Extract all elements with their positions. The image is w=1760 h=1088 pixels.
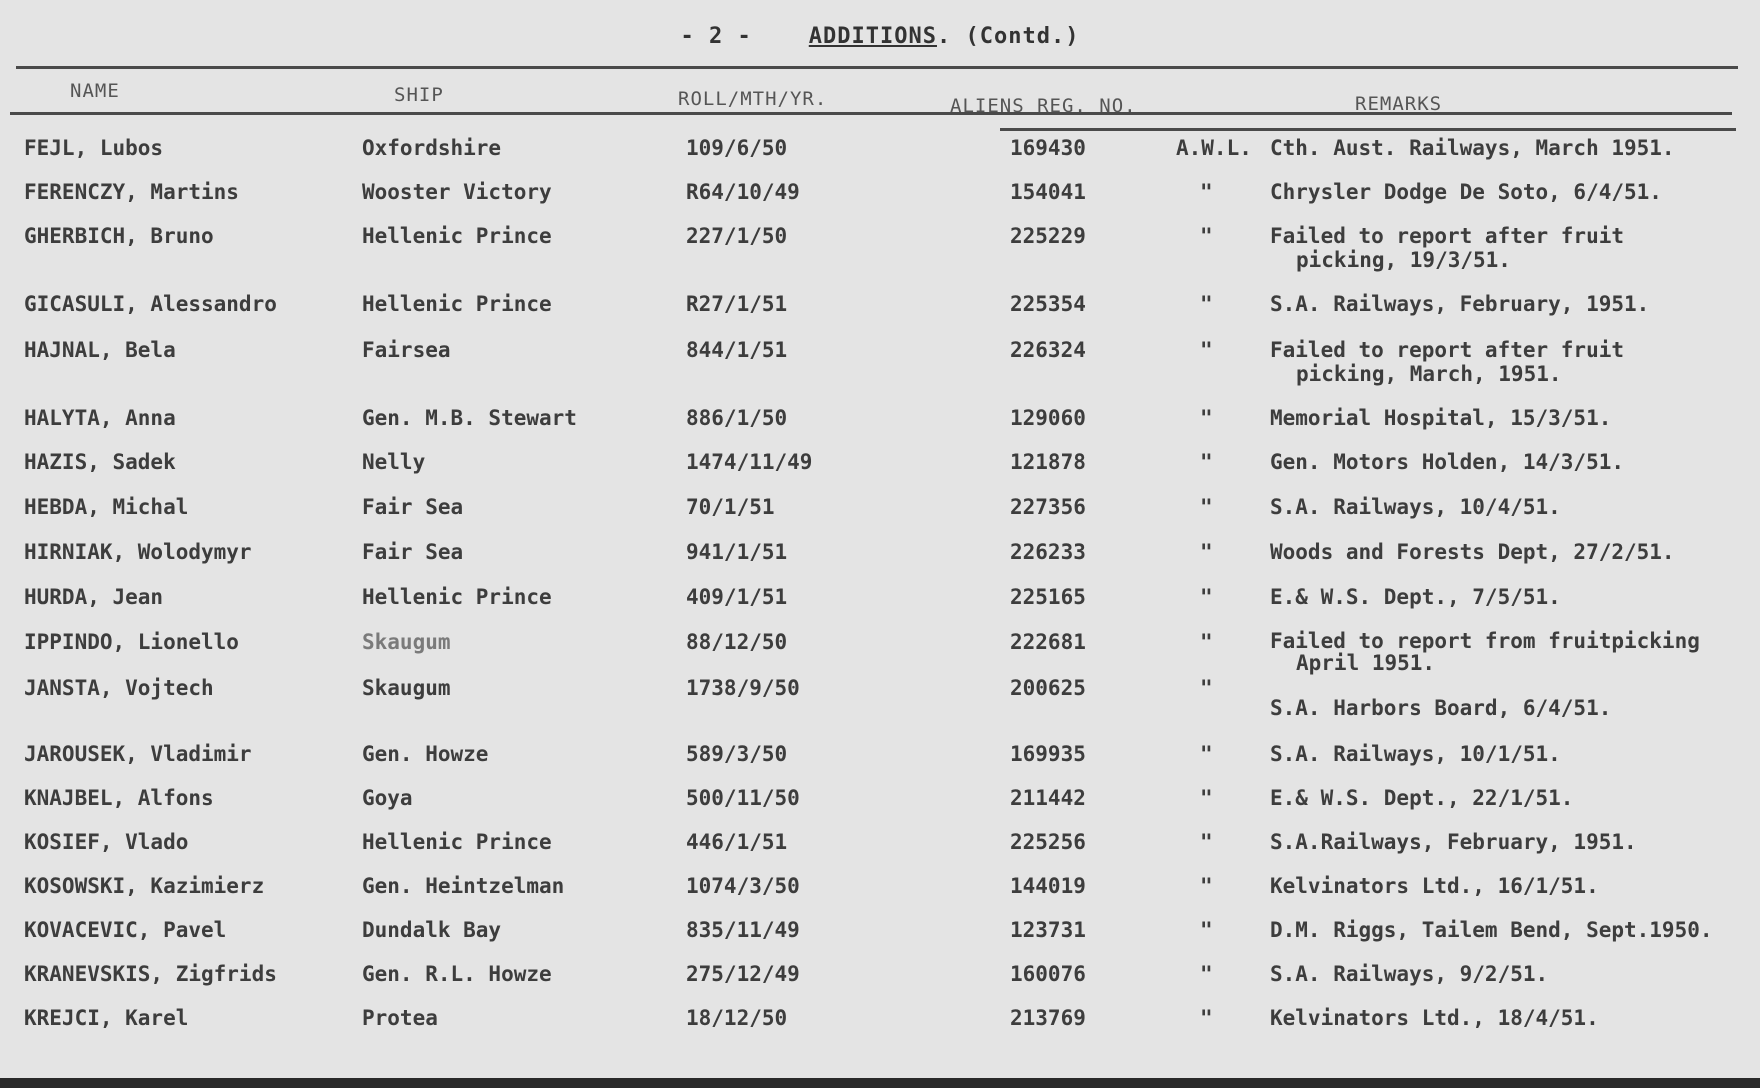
row-remarks: Cth. Aust. Railways, March 1951. bbox=[1270, 136, 1675, 160]
row-roll: 275/12/49 bbox=[686, 962, 800, 986]
row-ditto: " bbox=[1200, 224, 1213, 248]
row-ship: Skaugum bbox=[362, 630, 451, 654]
row-roll: 589/3/50 bbox=[686, 742, 788, 766]
row-name: KOSOWSKI, Kazimierz bbox=[24, 874, 265, 898]
row-roll: 844/1/51 bbox=[686, 338, 788, 362]
row-roll: 88/12/50 bbox=[686, 630, 788, 654]
row-ship: Gen. R.L. Howze bbox=[362, 962, 552, 986]
row-reg-no: 225229 bbox=[1010, 224, 1086, 248]
row-reg-no: 121878 bbox=[1010, 450, 1086, 474]
row-remarks: S.A. Railways, 9/2/51. bbox=[1270, 962, 1549, 986]
column-header-roll: ROLL/MTH/YR. bbox=[678, 88, 828, 110]
row-ship: Hellenic Prince bbox=[362, 224, 552, 248]
row-ship: Wooster Victory bbox=[362, 180, 552, 204]
row-ditto: " bbox=[1200, 830, 1213, 854]
row-name: KOVACEVIC, Pavel bbox=[24, 918, 227, 942]
row-roll: 1074/3/50 bbox=[686, 874, 800, 898]
row-roll: 70/1/51 bbox=[686, 495, 775, 519]
row-reg-no: 200625 bbox=[1010, 676, 1086, 700]
row-remarks: S.A. Railways, 10/1/51. bbox=[1270, 742, 1561, 766]
row-roll: 1738/9/50 bbox=[686, 676, 800, 700]
row-ship: Fair Sea bbox=[362, 540, 464, 564]
row-name: GICASULI, Alessandro bbox=[24, 292, 277, 316]
row-name: JAROUSEK, Vladimir bbox=[24, 742, 252, 766]
row-ditto: " bbox=[1200, 874, 1213, 898]
row-ship: Oxfordshire bbox=[362, 136, 502, 160]
remarks-rule bbox=[1000, 128, 1736, 131]
row-name: GHERBICH, Bruno bbox=[24, 224, 214, 248]
row-roll: 409/1/51 bbox=[686, 585, 788, 609]
row-ship: Skaugum bbox=[362, 676, 451, 700]
row-reg-no: 160076 bbox=[1010, 962, 1086, 986]
row-reg-no: 144019 bbox=[1010, 874, 1086, 898]
row-ditto: " bbox=[1200, 406, 1213, 430]
row-remarks: Kelvinators Ltd., 16/1/51. bbox=[1270, 874, 1599, 898]
row-remarks: S.A. Railways, 10/4/51. bbox=[1270, 495, 1561, 519]
row-remarks: Failed to report after fruit picking, March, 1951. bbox=[1270, 338, 1625, 386]
column-header-ship: SHIP bbox=[394, 84, 444, 106]
row-ditto: " bbox=[1200, 630, 1213, 654]
row-ship: Dundalk Bay bbox=[362, 918, 502, 942]
row-name: KNAJBEL, Alfons bbox=[24, 786, 214, 810]
row-roll: 886/1/50 bbox=[686, 406, 788, 430]
row-name: FEJL, Lubos bbox=[24, 136, 164, 160]
row-name: FERENCZY, Martins bbox=[24, 180, 239, 204]
row-ditto: " bbox=[1200, 180, 1213, 204]
row-reg-no: 225354 bbox=[1010, 292, 1086, 316]
row-reg-no: 226233 bbox=[1010, 540, 1086, 564]
row-ship: Hellenic Prince bbox=[362, 292, 552, 316]
row-remarks: Woods and Forests Dept, 27/2/51. bbox=[1270, 540, 1675, 564]
row-ditto: " bbox=[1200, 676, 1213, 700]
row-ditto: A.W.L. bbox=[1176, 136, 1252, 160]
row-ship: Gen. Howze bbox=[362, 742, 489, 766]
row-name: HIRNIAK, Wolodymyr bbox=[24, 540, 252, 564]
row-roll: 1474/11/49 bbox=[686, 450, 813, 474]
row-reg-no: 169935 bbox=[1010, 742, 1086, 766]
row-remarks: D.M. Riggs, Tailem Bend, Sept.1950. bbox=[1270, 918, 1713, 942]
row-ship: Hellenic Prince bbox=[362, 585, 552, 609]
row-roll: 446/1/51 bbox=[686, 830, 788, 854]
row-remarks: E.& W.S. Dept., 22/1/51. bbox=[1270, 786, 1574, 810]
row-remarks: Memorial Hospital, 15/3/51. bbox=[1270, 406, 1612, 430]
row-name: KREJCI, Karel bbox=[24, 1006, 189, 1030]
row-remarks: E.& W.S. Dept., 7/5/51. bbox=[1270, 585, 1561, 609]
row-name: IPPINDO, Lionello bbox=[24, 630, 239, 654]
row-ditto: " bbox=[1200, 338, 1213, 362]
row-name: HAZIS, Sadek bbox=[24, 450, 176, 474]
section-title: ADDITIONS bbox=[808, 24, 937, 49]
row-ship: Gen. Heintzelman bbox=[362, 874, 565, 898]
row-roll: 500/11/50 bbox=[686, 786, 800, 810]
column-header-aliens-reg: ALIENS REG. NO. bbox=[950, 95, 1137, 117]
row-ship: Goya bbox=[362, 786, 413, 810]
section-contd: . (Contd.) bbox=[936, 24, 1080, 49]
row-remarks: S.A.Railways, February, 1951. bbox=[1270, 830, 1637, 854]
row-ditto: " bbox=[1200, 962, 1213, 986]
row-reg-no: 226324 bbox=[1010, 338, 1086, 362]
column-header-name: NAME bbox=[70, 80, 120, 102]
row-roll: 227/1/50 bbox=[686, 224, 788, 248]
row-name: HAJNAL, Bela bbox=[24, 338, 176, 362]
row-name: KOSIEF, Vlado bbox=[24, 830, 189, 854]
row-ditto: " bbox=[1200, 918, 1213, 942]
row-reg-no: 222681 bbox=[1010, 630, 1086, 654]
row-roll: 18/12/50 bbox=[686, 1006, 788, 1030]
row-ditto: " bbox=[1200, 450, 1213, 474]
row-ship: Protea bbox=[362, 1006, 438, 1030]
row-name: HALYTA, Anna bbox=[24, 406, 176, 430]
row-remarks: Gen. Motors Holden, 14/3/51. bbox=[1270, 450, 1625, 474]
row-ditto: " bbox=[1200, 742, 1213, 766]
row-ship: Nelly bbox=[362, 450, 426, 474]
row-name: KRANEVSKIS, Zigfrids bbox=[24, 962, 277, 986]
row-ditto: " bbox=[1200, 585, 1213, 609]
row-ditto: " bbox=[1200, 292, 1213, 316]
row-roll: 109/6/50 bbox=[686, 136, 788, 160]
row-remarks: Failed to report from fruitpicking April 1951. bbox=[1270, 629, 1700, 675]
row-reg-no: 225165 bbox=[1010, 585, 1086, 609]
row-remarks: S.A. Railways, February, 1951. bbox=[1270, 292, 1650, 316]
row-remarks: Chrysler Dodge De Soto, 6/4/51. bbox=[1270, 180, 1662, 204]
page-marker: - 2 - bbox=[680, 24, 752, 49]
row-reg-no: 227356 bbox=[1010, 495, 1086, 519]
row-reg-no: 154041 bbox=[1010, 180, 1086, 204]
row-roll: R64/10/49 bbox=[686, 180, 800, 204]
row-remarks: S.A. Harbors Board, 6/4/51. bbox=[1270, 696, 1612, 720]
row-ditto: " bbox=[1200, 786, 1213, 810]
row-name: JANSTA, Vojtech bbox=[24, 676, 214, 700]
header-rule bbox=[10, 112, 1732, 115]
row-reg-no: 123731 bbox=[1010, 918, 1086, 942]
row-reg-no: 169430 bbox=[1010, 136, 1086, 160]
row-name: HURDA, Jean bbox=[24, 585, 164, 609]
row-reg-no: 225256 bbox=[1010, 830, 1086, 854]
page-heading bbox=[0, 24, 1760, 49]
row-reg-no: 213769 bbox=[1010, 1006, 1086, 1030]
row-reg-no: 211442 bbox=[1010, 786, 1086, 810]
row-roll: R27/1/51 bbox=[686, 292, 788, 316]
row-ditto: " bbox=[1200, 540, 1213, 564]
row-remarks: Kelvinators Ltd., 18/4/51. bbox=[1270, 1006, 1599, 1030]
column-header-remarks: REMARKS bbox=[1355, 93, 1443, 115]
row-roll: 835/11/49 bbox=[686, 918, 800, 942]
row-ditto: " bbox=[1200, 495, 1213, 519]
row-ship: Hellenic Prince bbox=[362, 830, 552, 854]
row-name: HEBDA, Michal bbox=[24, 495, 189, 519]
top-rule bbox=[16, 66, 1738, 69]
row-remarks: Failed to report after fruit picking, 19/3/51. bbox=[1270, 224, 1625, 272]
row-roll: 941/1/51 bbox=[686, 540, 788, 564]
row-ship: Gen. M.B. Stewart bbox=[362, 406, 577, 430]
row-ditto: " bbox=[1200, 1006, 1213, 1030]
row-ship: Fair Sea bbox=[362, 495, 464, 519]
row-ship: Fairsea bbox=[362, 338, 451, 362]
row-reg-no: 129060 bbox=[1010, 406, 1086, 430]
